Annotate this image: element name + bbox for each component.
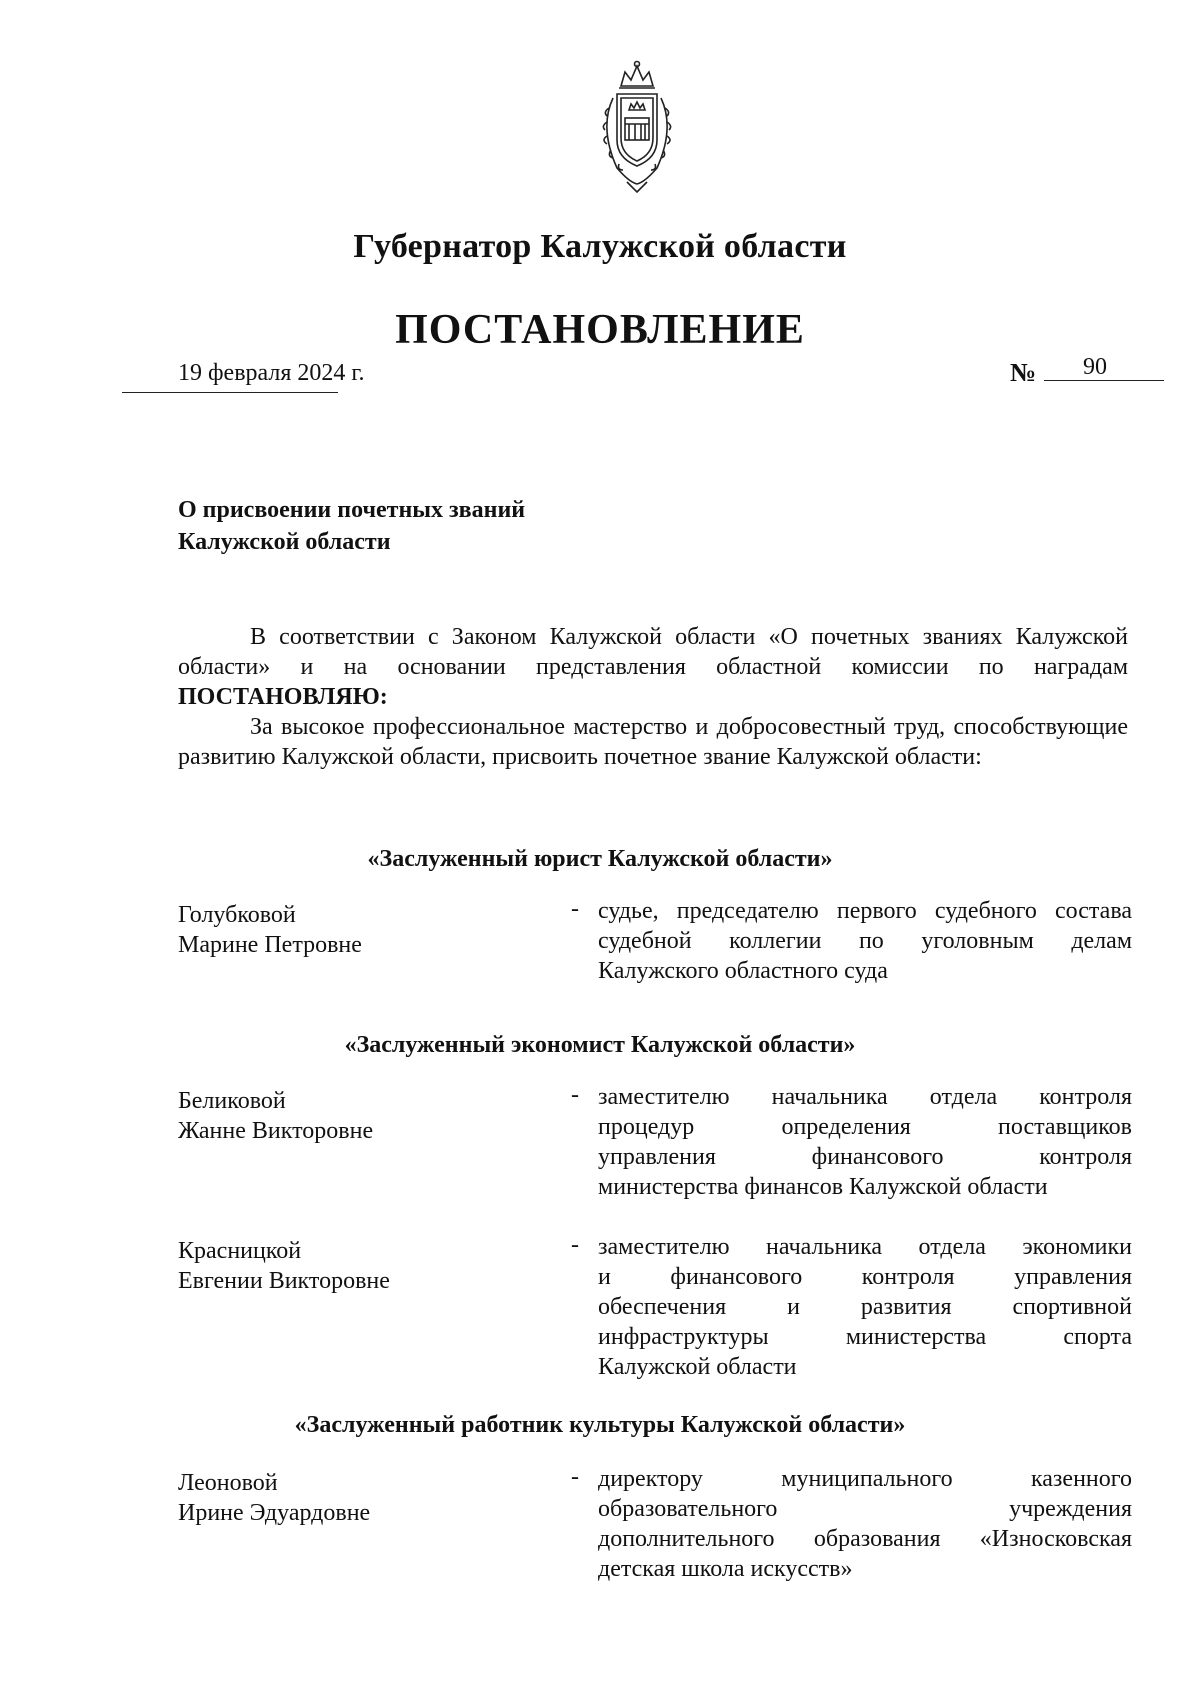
position-line: образовательного учреждения <box>598 1496 1132 1522</box>
position-line: дополнительного образования «Износковская <box>598 1526 1132 1552</box>
document-type: ПОСТАНОВЛЕНИЕ <box>395 307 805 353</box>
position-line: детская школа искусств» <box>598 1556 853 1582</box>
person-position <box>598 1232 1132 1382</box>
position-line: процедур определения поставщиков <box>598 1114 1132 1140</box>
position-line: обеспечения и развития спортивной <box>598 1294 1132 1320</box>
dash-separator: - <box>571 1232 579 1258</box>
preamble-decree-word: ПОСТАНОВЛЯЮ: <box>178 684 388 710</box>
subject-line-2: Калужской области <box>178 529 391 555</box>
person-position <box>598 896 1132 986</box>
dash-separator: - <box>571 1082 579 1108</box>
subject-line-1: О присвоении почетных званий <box>178 497 526 523</box>
position-line: судье, председателю первого судебного состава <box>598 898 1132 924</box>
position-line: инфраструктуры министерства спорта <box>598 1324 1132 1350</box>
authority-title: Губернатор Калужской области <box>353 228 847 265</box>
number-label: № <box>1010 358 1037 387</box>
decision-paragraph: За высокое профессиональное мастерство и добросовестный труд, способствующие развитию Калужской области, присвоить почетное звание Калужской области: <box>178 714 1128 770</box>
number-underline <box>1044 380 1164 381</box>
person-name <box>178 1468 370 1528</box>
award-title-lawyer: «Заслуженный юрист Калужской области» <box>367 846 833 872</box>
person-given-names: Жанне Викторовне <box>178 1118 374 1144</box>
position-line: директору муниципального казенного <box>598 1466 1132 1492</box>
position-line: Калужской области <box>598 1354 797 1380</box>
person-surname: Беликовой <box>178 1088 286 1114</box>
document-date: 19 февраля 2024 г. <box>178 360 365 386</box>
position-line: заместителю начальника отдела контроля <box>598 1084 1132 1110</box>
position-line: и финансового контроля управления <box>598 1264 1132 1290</box>
award-title-economist: «Заслуженный экономист Калужской области» <box>344 1032 856 1058</box>
person-name <box>178 1236 390 1296</box>
person-surname: Голубковой <box>178 902 296 928</box>
position-line: Калужского областного суда <box>598 958 888 984</box>
position-line: судебной коллегии по уголовным делам <box>598 928 1132 954</box>
person-given-names: Ирине Эдуардовне <box>178 1500 371 1526</box>
dash-separator: - <box>571 1464 579 1490</box>
person-given-names: Евгении Викторовне <box>178 1268 390 1294</box>
coat-of-arms-icon <box>587 58 687 198</box>
dash-separator: - <box>571 896 579 922</box>
position-line: управления финансового контроля <box>598 1144 1132 1170</box>
date-underline <box>122 392 338 393</box>
person-name <box>178 1086 373 1146</box>
award-title-culture-worker: «Заслуженный работник культуры Калужской области» <box>294 1412 906 1438</box>
position-line: министерства финансов Калужской области <box>598 1174 1048 1200</box>
document-number: 90 <box>1083 354 1107 380</box>
preamble-text: В соответствии с Законом Калужской области «О почетных званиях Калужской области» и на основании представления областной комиссии по наградам <box>178 624 1128 680</box>
person-surname: Леоновой <box>178 1470 278 1496</box>
person-name <box>178 900 362 960</box>
position-line: заместителю начальника отдела экономики <box>598 1234 1132 1260</box>
preamble-paragraph <box>178 622 1128 712</box>
person-position <box>598 1082 1132 1202</box>
person-position <box>598 1464 1132 1584</box>
person-surname: Красницкой <box>178 1238 302 1264</box>
document-subject <box>178 494 525 558</box>
person-given-names: Марине Петровне <box>178 932 362 958</box>
